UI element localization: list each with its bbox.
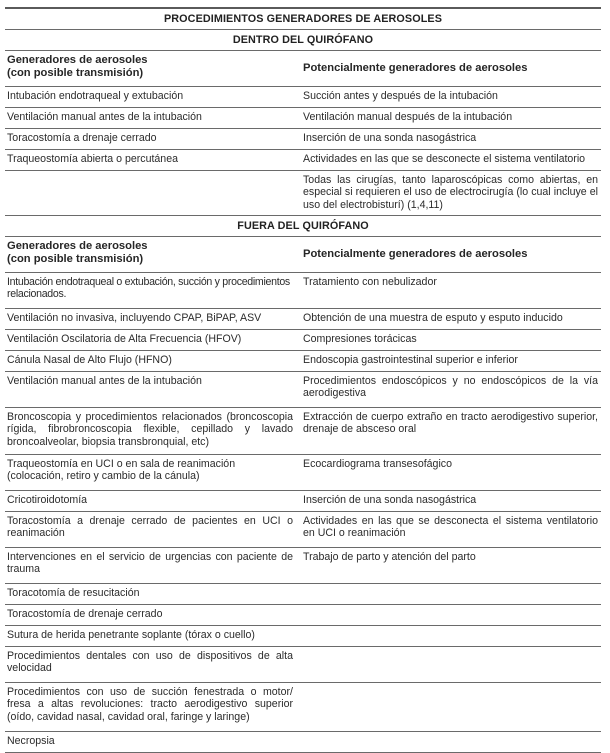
table-cell: Extracción de cuerpo extraño en tracto aerodigestivo superior, drenaje de absceso oral (303, 411, 598, 436)
table-row (5, 647, 601, 683)
table-row (5, 455, 601, 491)
table-cell: Actividades en las que se desconecte el sistema ventilatorio (303, 153, 586, 165)
table-row (5, 512, 601, 548)
column-header-potential-generators: Potencialmente generadores de aerosoles (303, 248, 528, 260)
table-cell: Cricotiroidotomía (7, 494, 88, 506)
table-cell: Ventilación Oscilatoria de Alta Frecuencia (HFOV) (7, 333, 242, 345)
table-cell (303, 732, 601, 752)
table-cell (303, 605, 601, 625)
table-cell: Ecocardiograma transesofágico (303, 458, 452, 470)
table-cell: Intervenciones en el servicio de urgencias con paciente de trauma (7, 551, 293, 576)
column-header-line: Generadores de aerosoles (7, 240, 148, 252)
table-cell: Procedimientos con uso de succión fenestrada o motor/ fresa a altas revoluciones: tracto aerodigestivo superior (oído, cavidad nasal, cavidad oral, faringe y laringe) (7, 686, 293, 723)
table-title: PROCEDIMIENTOS GENERADORES DE AEROSOLES (163, 13, 443, 25)
section-heading-outside-or: FUERA DEL QUIRÓFANO (237, 220, 369, 232)
table-cell (303, 647, 601, 682)
aerosol-procedures-table (5, 7, 601, 753)
table-cell (303, 626, 601, 646)
table-cell: Traqueostomía abierta o percutánea (7, 153, 178, 165)
table-cell: Toracostomía a drenaje cerrado de pacientes en UCI o reanimación (7, 515, 293, 540)
table-cell: Necropsia (7, 735, 55, 747)
section-heading-row (5, 216, 601, 237)
table-cell: Tratamiento con nebulizador (303, 276, 437, 288)
table-cell (303, 683, 601, 731)
column-header-line: (con posible transmisión) (7, 253, 144, 265)
table-row (5, 408, 601, 455)
column-header-generators (5, 237, 303, 272)
column-header-generators (5, 51, 303, 86)
table-cell: Todas las cirugías, tanto laparoscópicas como abiertas, en especial si requieren el uso de electrocirugía (lo cual incluye el uso del electrobisturí) (1,4,11) (303, 174, 598, 211)
table-cell: Toracostomía de drenaje cerrado (7, 608, 163, 620)
column-header-line: Generadores de aerosoles (7, 54, 148, 66)
table-row (5, 584, 601, 605)
table-cell: Traqueostomía en UCI o en sala de reanimación (colocación, retiro y cambio de la cánula) (7, 458, 236, 483)
section-heading-inside-or: DENTRO DEL QUIRÓFANO (232, 34, 374, 46)
table-row (5, 87, 601, 108)
table-cell: Endoscopia gastrointestinal superior e inferior (303, 354, 518, 366)
table-row (5, 683, 601, 732)
table-row (5, 330, 601, 351)
table-cell: Trabajo de parto y atención del parto (303, 551, 476, 563)
column-header-potential-generators: Potencialmente generadores de aerosoles (303, 62, 528, 74)
table-row (5, 309, 601, 330)
column-header-row (5, 51, 601, 87)
table-cell: Sutura de herida penetrante soplante (tórax o cuello) (7, 629, 255, 641)
table-cell: Ventilación no invasiva, incluyendo CPAP, BiPAP, ASV (7, 312, 262, 324)
table-cell: Broncoscopia y procedimientos relacionados (broncoscopia rígida, fibrobroncoscopia flexible, cepillado y lavado broncoalveolar, biopsia transbronquial, etc) (7, 411, 293, 448)
table-cell: Cánula Nasal de Alto Flujo (HFNO) (7, 354, 172, 366)
section-heading-row (5, 30, 601, 51)
table-row (5, 372, 601, 408)
table-row (5, 626, 601, 647)
table-cell (5, 171, 303, 215)
table-cell: Procedimientos dentales con uso de dispositivos de alta velocidad (7, 650, 293, 675)
table-row (5, 171, 601, 216)
column-header-row (5, 237, 601, 273)
table-row (5, 351, 601, 372)
table-row (5, 491, 601, 512)
table-cell: Compresiones torácicas (303, 333, 417, 345)
table-cell: Intubación endotraqueal o extubación, succión y procedimientos relacionados. (7, 276, 290, 301)
table-cell: Ventilación manual después de la intubación (303, 111, 513, 123)
column-header-line: (con posible transmisión) (7, 67, 144, 79)
table-cell (303, 584, 601, 604)
table-cell: Inserción de una sonda nasogástrica (303, 132, 477, 144)
table-cell: Obtención de una muestra de esputo y esputo inducido (303, 312, 563, 324)
table-cell: Ventilación manual antes de la intubación (7, 375, 202, 387)
table-cell: Toracotomía de resucitación (7, 587, 140, 599)
table-cell: Ventilación manual antes de la intubación (7, 111, 202, 123)
table-cell: Toracostomía a drenaje cerrado (7, 132, 157, 144)
table-row (5, 150, 601, 171)
table-cell: Inserción de una sonda nasogástrica (303, 494, 477, 506)
table-row (5, 273, 601, 309)
table-cell: Intubación endotraqueal y extubación (7, 90, 184, 102)
table-cell: Succión antes y después de la intubación (303, 90, 498, 102)
table-row (5, 129, 601, 150)
table-row (5, 548, 601, 584)
table-title-row (5, 9, 601, 30)
table-cell: Actividades en las que se desconecta el sistema ventilatorio en UCI o reanimación (303, 515, 598, 540)
table-row (5, 108, 601, 129)
table-row (5, 605, 601, 626)
table-cell: Procedimientos endoscópicos y no endoscópicos de la vía aerodigestiva (303, 375, 598, 400)
table-row (5, 732, 601, 753)
